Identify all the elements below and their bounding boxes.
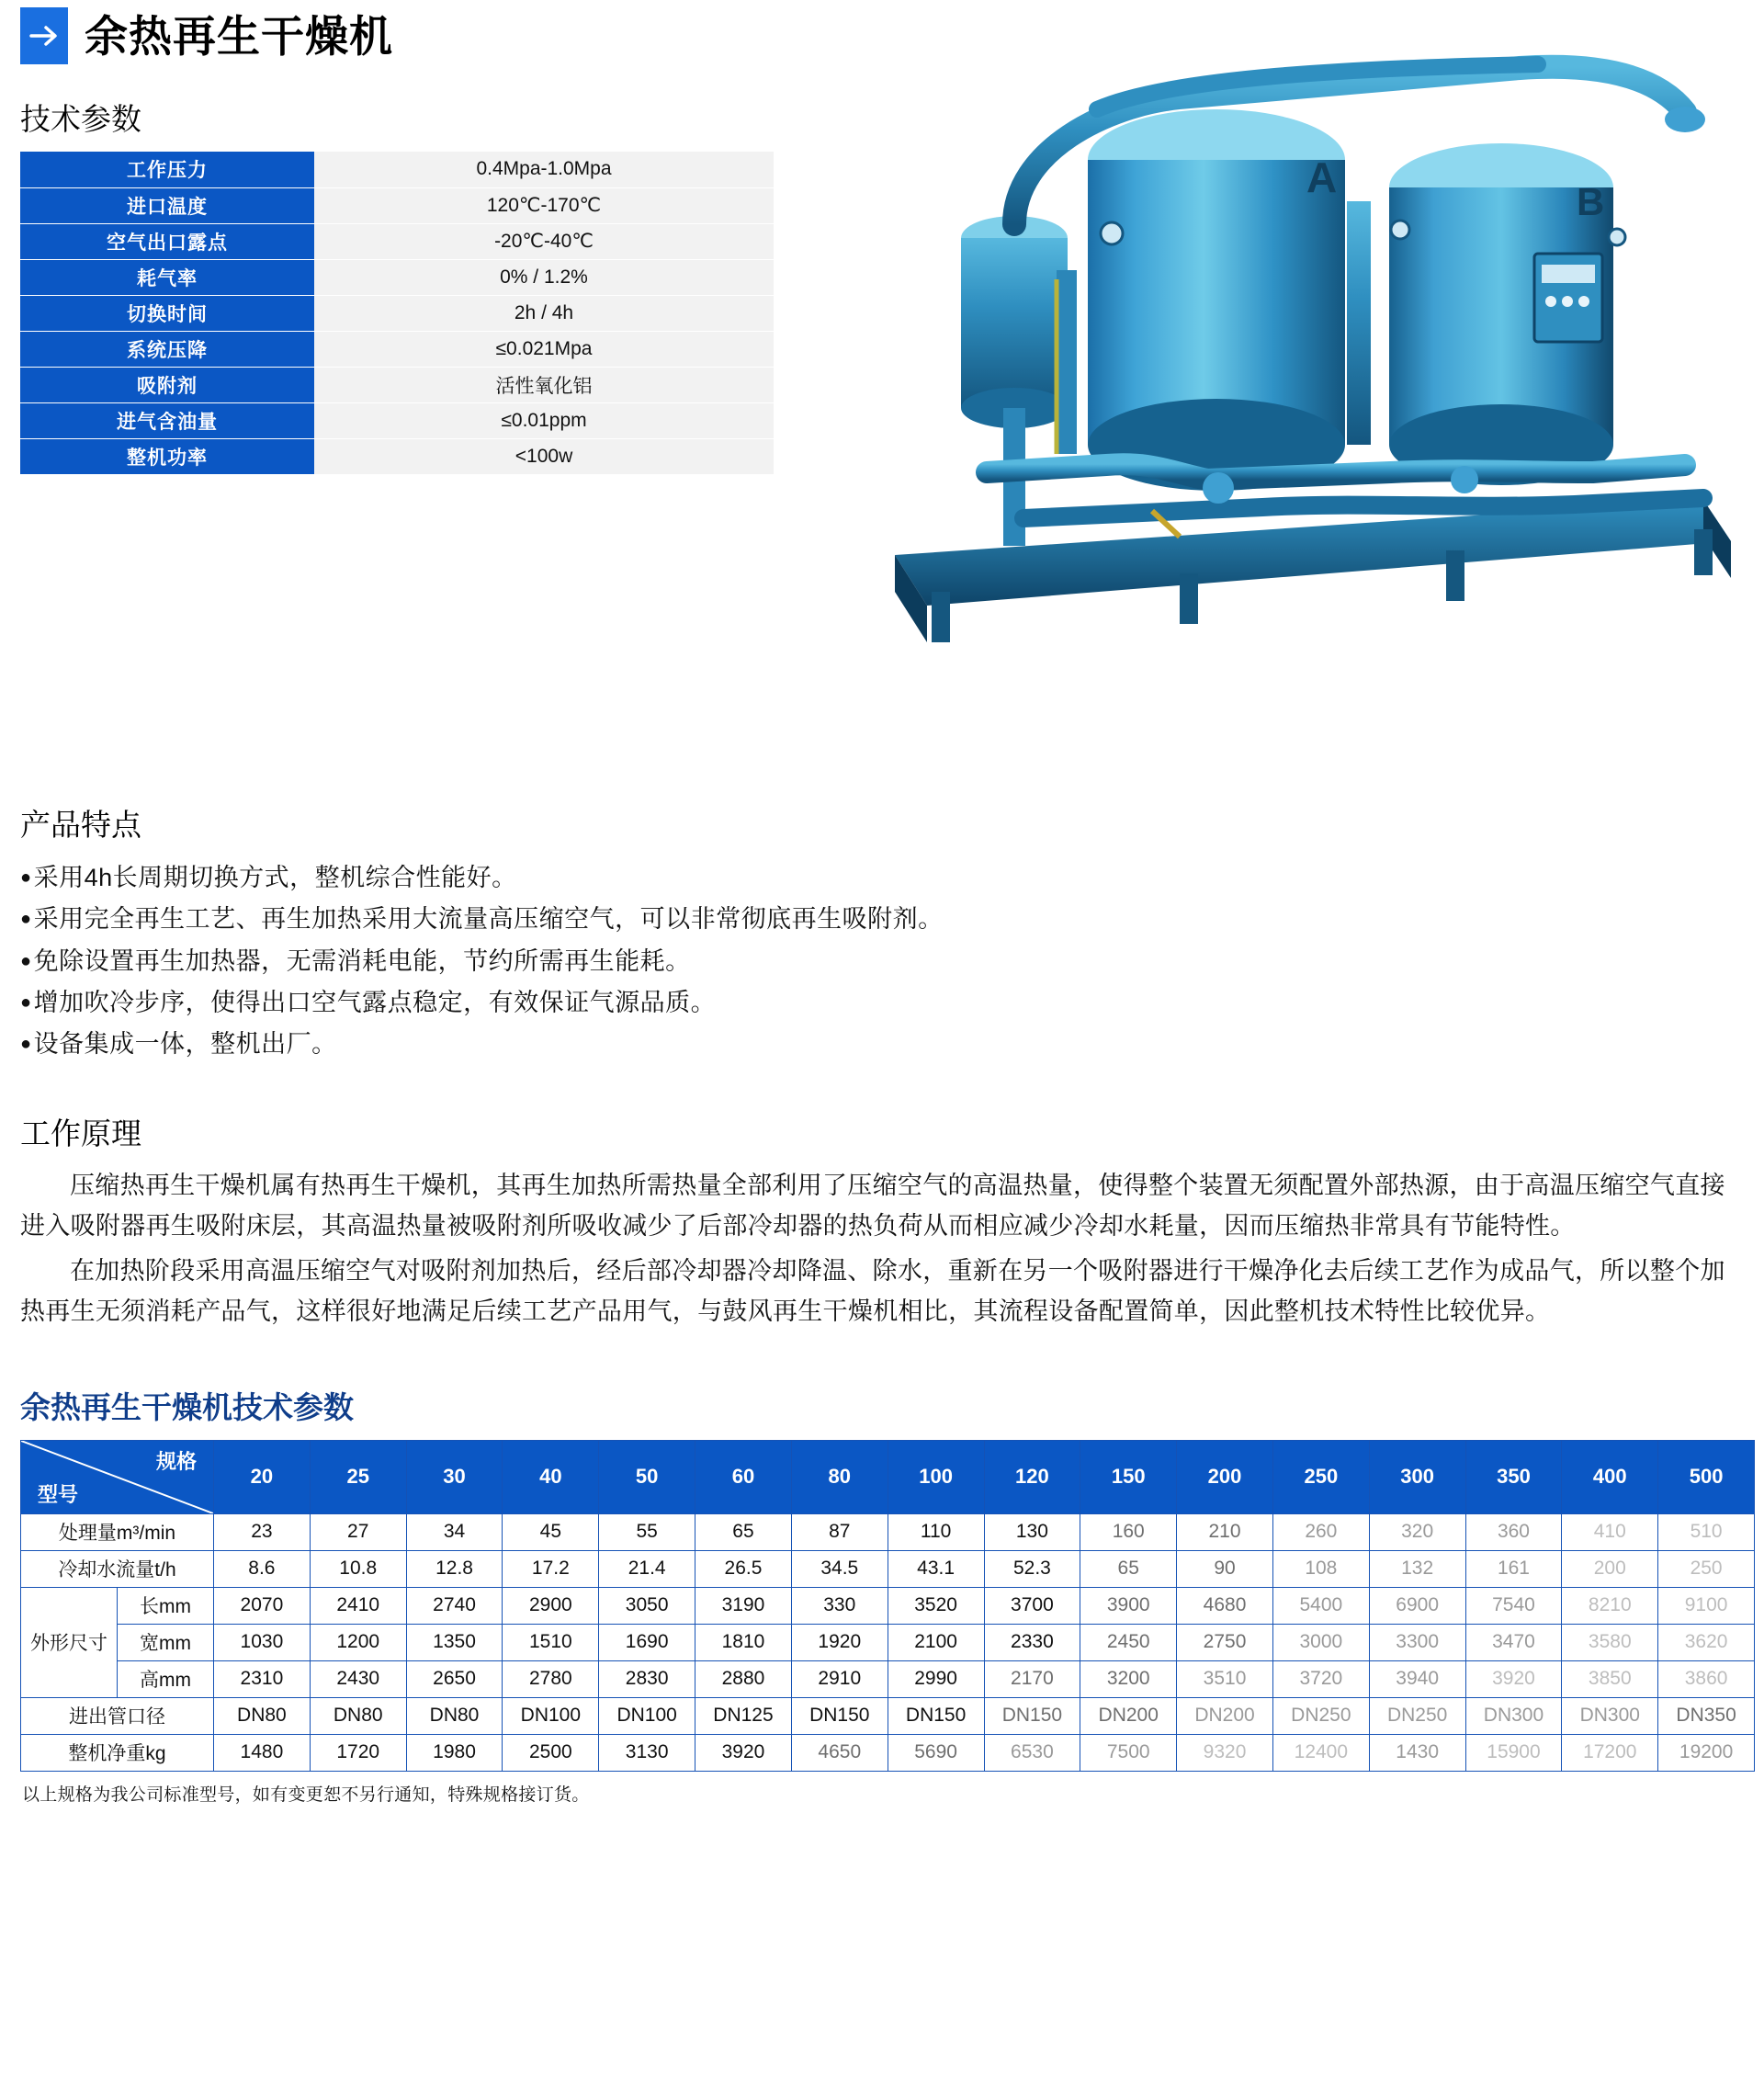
tech-params-section <box>15 96 1749 776</box>
principle-body <box>15 1166 1749 1332</box>
spec-key: 吸附剂 <box>20 367 314 402</box>
cell: 8210 <box>1562 1587 1658 1624</box>
cell: DN125 <box>695 1697 792 1734</box>
group-label: 外形尺寸 <box>21 1587 118 1697</box>
feature-text: 设备集成一体，整机出厂。 <box>33 1030 337 1059</box>
feature-text: 免除设置再生加热器，无需消耗电能，节约所需再生能耗。 <box>33 946 691 975</box>
cell: 2330 <box>984 1624 1080 1660</box>
column-header: 20 <box>214 1440 311 1513</box>
spec-value: 0% / 1.2% <box>314 259 774 295</box>
cell: DN150 <box>888 1697 984 1734</box>
cell: 17200 <box>1562 1734 1658 1771</box>
cell: 3130 <box>599 1734 695 1771</box>
cell: 2650 <box>406 1660 503 1697</box>
column-header: 80 <box>791 1440 888 1513</box>
cell: 2750 <box>1177 1624 1273 1660</box>
table-row <box>20 223 774 259</box>
feature-text: 采用4h长周期切换方式，整机综合性能好。 <box>33 864 517 891</box>
cell: 260 <box>1272 1513 1369 1550</box>
list-item <box>20 982 1749 1024</box>
cell: 7540 <box>1465 1587 1562 1624</box>
cell: 45 <box>503 1513 599 1550</box>
cell: DN200 <box>1177 1697 1273 1734</box>
cell: 19200 <box>1658 1734 1755 1771</box>
cell: 132 <box>1369 1550 1465 1587</box>
cell: 3470 <box>1465 1624 1562 1660</box>
cell: 1200 <box>310 1624 406 1660</box>
cell: 330 <box>791 1587 888 1624</box>
cell: 2910 <box>791 1660 888 1697</box>
cell: 3850 <box>1562 1660 1658 1697</box>
features-section <box>15 801 1749 1066</box>
cell: 6530 <box>984 1734 1080 1771</box>
cell: 90 <box>1177 1550 1273 1587</box>
cell: DN150 <box>791 1697 888 1734</box>
cell: 3520 <box>888 1587 984 1624</box>
table-row <box>20 152 774 187</box>
spec-table <box>20 152 774 474</box>
cell: 1430 <box>1369 1734 1465 1771</box>
cell: 1980 <box>406 1734 503 1771</box>
table-row <box>21 1697 1755 1734</box>
column-header: 120 <box>984 1440 1080 1513</box>
column-header: 50 <box>599 1440 695 1513</box>
cell: 108 <box>1272 1550 1369 1587</box>
cell: 3620 <box>1658 1624 1755 1660</box>
spec-value: 0.4Mpa-1.0Mpa <box>314 152 774 187</box>
table-row <box>21 1660 1755 1697</box>
bullet-icon: ● <box>20 1034 32 1055</box>
cell: 2410 <box>310 1587 406 1624</box>
cell: 3700 <box>984 1587 1080 1624</box>
table-row <box>20 402 774 438</box>
cell: 2170 <box>984 1660 1080 1697</box>
spec-value: 2h / 4h <box>314 295 774 331</box>
cell: 2310 <box>214 1660 311 1697</box>
table-row <box>21 1513 1755 1550</box>
product-photo <box>876 40 1740 720</box>
cell: 23 <box>214 1513 311 1550</box>
cell: 161 <box>1465 1550 1562 1587</box>
sub-row-label: 高mm <box>118 1660 214 1697</box>
cell: 3920 <box>695 1734 792 1771</box>
cell: 130 <box>984 1513 1080 1550</box>
feature-text: 增加吹冷步序，使得出口空气露点稳定，有效保证气源品质。 <box>33 989 717 1017</box>
spec-key: 进气含油量 <box>20 402 314 438</box>
feature-text: 采用完全再生工艺、再生加热采用大流量高压缩空气，可以非常彻底再生吸附剂。 <box>33 905 944 934</box>
big-spec-table <box>20 1440 1755 1772</box>
list-item <box>20 1024 1749 1065</box>
cell: 43.1 <box>888 1550 984 1587</box>
cell: 12400 <box>1272 1734 1369 1771</box>
cell: 3190 <box>695 1587 792 1624</box>
table-row <box>20 295 774 331</box>
big-table-title: 余热再生干燥机技术参数 <box>20 1389 354 1424</box>
cell: 2430 <box>310 1660 406 1697</box>
cell: 1690 <box>599 1624 695 1660</box>
cell: 55 <box>599 1513 695 1550</box>
cell: 1480 <box>214 1734 311 1771</box>
list-item <box>20 941 1749 982</box>
cell: 2500 <box>503 1734 599 1771</box>
cell: DN250 <box>1272 1697 1369 1734</box>
cell: 3900 <box>1080 1587 1177 1624</box>
cell: 4650 <box>791 1734 888 1771</box>
cell: 26.5 <box>695 1550 792 1587</box>
cell: 6900 <box>1369 1587 1465 1624</box>
principle-paragraph: 压缩热再生干燥机属有热再生干燥机，其再生加热所需热量全部利用了压缩空气的高温热量，使得整个装置无须配置外部热源，由于高温压缩空气直接进入吸附器再生吸附床层，其高温热量被吸附剂所吸收减少了后部冷却器的热负荷从而相应减少冷却水耗量，因而压缩热非常具有节能特性。 <box>20 1171 1725 1240</box>
cell: 8.6 <box>214 1550 311 1587</box>
row-label: 冷却水流量t/h <box>21 1550 214 1587</box>
table-header-row <box>21 1440 1755 1513</box>
table-row <box>20 259 774 295</box>
spec-key: 进口温度 <box>20 187 314 223</box>
cell: 410 <box>1562 1513 1658 1550</box>
list-item <box>20 899 1749 940</box>
cell: 210 <box>1177 1513 1273 1550</box>
cell: DN150 <box>984 1697 1080 1734</box>
cell: 9100 <box>1658 1587 1755 1624</box>
principle-title: 工作原理 <box>20 1116 141 1150</box>
cell: 34.5 <box>791 1550 888 1587</box>
cell: 1350 <box>406 1624 503 1660</box>
list-item <box>20 857 1749 899</box>
spec-value: 活性氧化铝 <box>314 367 774 402</box>
row-label: 整机净重kg <box>21 1734 214 1771</box>
cell: 1810 <box>695 1624 792 1660</box>
column-header: 300 <box>1369 1440 1465 1513</box>
table-row <box>20 367 774 402</box>
cell: 1030 <box>214 1624 311 1660</box>
cell: 110 <box>888 1513 984 1550</box>
cell: 3300 <box>1369 1624 1465 1660</box>
corner-label-model: 型号 <box>38 1482 79 1506</box>
column-header: 30 <box>406 1440 503 1513</box>
cell: DN300 <box>1562 1697 1658 1734</box>
cell: 3510 <box>1177 1660 1273 1697</box>
cell: 87 <box>791 1513 888 1550</box>
cell: 3200 <box>1080 1660 1177 1697</box>
cell: 2990 <box>888 1660 984 1697</box>
principle-section <box>15 1110 1749 1332</box>
cell: 5690 <box>888 1734 984 1771</box>
corner-label-spec: 规格 <box>155 1449 197 1473</box>
bullet-icon: ● <box>20 909 32 930</box>
cell: 2830 <box>599 1660 695 1697</box>
cell: 65 <box>1080 1550 1177 1587</box>
cell: 5400 <box>1272 1587 1369 1624</box>
column-header: 500 <box>1658 1440 1755 1513</box>
cell: 3860 <box>1658 1660 1755 1697</box>
cell: 2450 <box>1080 1624 1177 1660</box>
cell: DN200 <box>1080 1697 1177 1734</box>
cell: 3000 <box>1272 1624 1369 1660</box>
bullet-icon: ● <box>20 992 32 1014</box>
cell: 4680 <box>1177 1587 1273 1624</box>
column-header: 200 <box>1177 1440 1273 1513</box>
row-label: 处理量m³/min <box>21 1513 214 1550</box>
spec-value: ≤0.021Mpa <box>314 331 774 367</box>
cell: DN80 <box>310 1697 406 1734</box>
spec-key: 工作压力 <box>20 152 314 187</box>
cell: 65 <box>695 1513 792 1550</box>
sub-row-label: 宽mm <box>118 1624 214 1660</box>
cell: 160 <box>1080 1513 1177 1550</box>
cell: 1510 <box>503 1624 599 1660</box>
column-header: 350 <box>1465 1440 1562 1513</box>
cell: 3720 <box>1272 1660 1369 1697</box>
column-header: 150 <box>1080 1440 1177 1513</box>
cell: 21.4 <box>599 1550 695 1587</box>
cell: 2740 <box>406 1587 503 1624</box>
cell: DN100 <box>503 1697 599 1734</box>
cell: 27 <box>310 1513 406 1550</box>
page-title: 余热再生干燥机 <box>85 11 393 61</box>
cell: DN300 <box>1465 1697 1562 1734</box>
cell: 510 <box>1658 1513 1755 1550</box>
cell: 9320 <box>1177 1734 1273 1771</box>
table-row <box>21 1624 1755 1660</box>
table-row <box>20 331 774 367</box>
cell: DN350 <box>1658 1697 1755 1734</box>
cell: 52.3 <box>984 1550 1080 1587</box>
column-header: 250 <box>1272 1440 1369 1513</box>
cell: 360 <box>1465 1513 1562 1550</box>
table-row <box>20 187 774 223</box>
tech-params-title: 技术参数 <box>20 102 141 136</box>
cell: DN100 <box>599 1697 695 1734</box>
sub-row-label: 长mm <box>118 1587 214 1624</box>
cell: 1720 <box>310 1734 406 1771</box>
spec-value: ≤0.01ppm <box>314 402 774 438</box>
table-corner-header <box>21 1440 214 1513</box>
cell: 2070 <box>214 1587 311 1624</box>
svg-text:B: B <box>1577 180 1605 223</box>
cell: 10.8 <box>310 1550 406 1587</box>
cell: 250 <box>1658 1550 1755 1587</box>
column-header: 60 <box>695 1440 792 1513</box>
cell: 7500 <box>1080 1734 1177 1771</box>
cell: 2880 <box>695 1660 792 1697</box>
svg-text:A: A <box>1306 153 1338 201</box>
features-list <box>20 857 1749 1066</box>
spec-key: 整机功率 <box>20 438 314 474</box>
table-row <box>21 1587 1755 1624</box>
cell: 3580 <box>1562 1624 1658 1660</box>
features-title: 产品特点 <box>20 808 141 842</box>
cell: 15900 <box>1465 1734 1562 1771</box>
cell: 34 <box>406 1513 503 1550</box>
spec-value: -20℃-40℃ <box>314 223 774 259</box>
spec-key: 切换时间 <box>20 295 314 331</box>
cell: 320 <box>1369 1513 1465 1550</box>
cell: 2100 <box>888 1624 984 1660</box>
cell: 2780 <box>503 1660 599 1697</box>
cell: 17.2 <box>503 1550 599 1587</box>
column-header: 100 <box>888 1440 984 1513</box>
spec-key: 空气出口露点 <box>20 223 314 259</box>
spec-value: <100w <box>314 438 774 474</box>
row-label: 进出管口径 <box>21 1697 214 1734</box>
cell: DN250 <box>1369 1697 1465 1734</box>
spec-value: 120℃-170℃ <box>314 187 774 223</box>
cell: 3050 <box>599 1587 695 1624</box>
big-table-section <box>15 1384 1749 1806</box>
bullet-icon: ● <box>20 950 32 971</box>
cell: 3940 <box>1369 1660 1465 1697</box>
cell: 2900 <box>503 1587 599 1624</box>
column-header: 25 <box>310 1440 406 1513</box>
spec-key: 耗气率 <box>20 259 314 295</box>
cell: 1920 <box>791 1624 888 1660</box>
table-row <box>21 1734 1755 1771</box>
column-header: 40 <box>503 1440 599 1513</box>
table-footnote: 以上规格为我公司标准型号，如有变更恕不另行通知，特殊规格接订货。 <box>22 1784 590 1805</box>
spec-key: 系统压降 <box>20 331 314 367</box>
table-row <box>20 438 774 474</box>
bullet-icon: ● <box>20 867 32 888</box>
principle-paragraph: 在加热阶段采用高温压缩空气对吸附剂加热后，经后部冷却器冷却降温、除水，重新在另一个吸附器进行干燥净化去后续工艺作为成品气，所以整个加热再生无须消耗产品气，这样很好地满足后续工艺产品用气，与鼓风再生干燥机相比，其流程设备配置简单，因此整机技术特性比较优异。 <box>20 1257 1725 1325</box>
cell: DN80 <box>214 1697 311 1734</box>
arrow-right-icon <box>20 7 68 64</box>
cell: DN80 <box>406 1697 503 1734</box>
cell: 3920 <box>1465 1660 1562 1697</box>
table-row <box>21 1550 1755 1587</box>
cell: 200 <box>1562 1550 1658 1587</box>
column-header: 400 <box>1562 1440 1658 1513</box>
cell: 12.8 <box>406 1550 503 1587</box>
